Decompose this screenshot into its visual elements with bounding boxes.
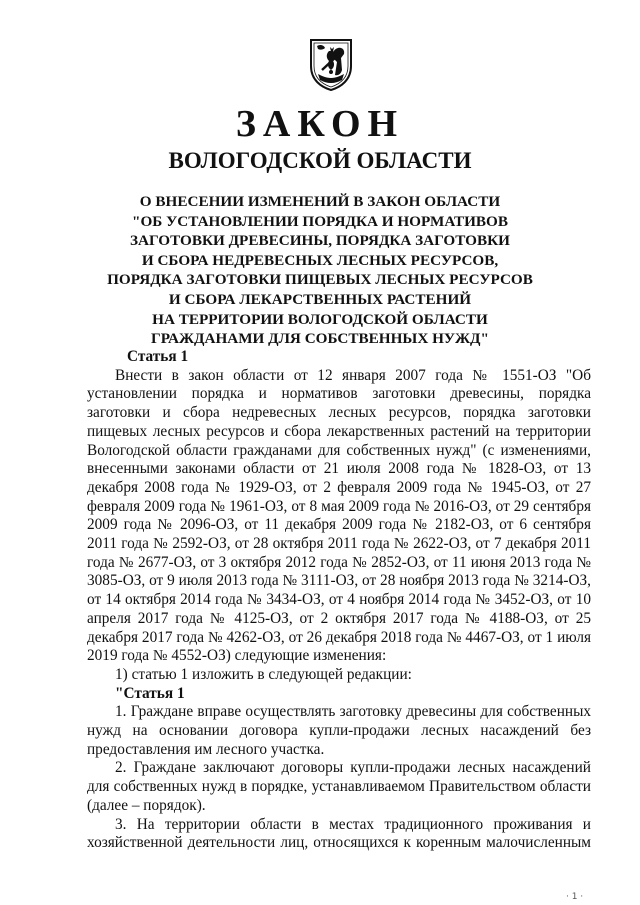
subtitle-line: ЗАГОТОВКИ ДРЕВЕСИНЫ, ПОРЯДКА ЗАГОТОВКИ [130,232,510,250]
vologda-coat-of-arms-icon [308,36,354,92]
paragraph-3: 3. На территории области в местах традиционного проживания и хозяйственной деятельности лиц, относящихся к коренным малочисленным [87,815,591,852]
law-subtitle [80,192,560,349]
subtitle-line: "ОБ УСТАНОВЛЕНИИ ПОРЯДКА И НОРМАТИВОВ [132,212,508,230]
law-title: ЗАКОН [235,103,405,145]
subtitle-line: ГРАЖДАНАМИ ДЛЯ СОБСТВЕННЫХ НУЖД" [151,330,489,348]
subtitle-line: И СБОРА НЕДРЕВЕСНЫХ ЛЕСНЫХ РЕСУРСОВ, [141,251,499,269]
law-body [87,348,591,853]
page-mark: · 1 · [566,892,584,902]
subtitle-line: О ВНЕСЕНИИ ИЗМЕНЕНИЙ В ЗАКОН ОБЛАСТИ [139,193,501,210]
subtitle-line: ПОРЯДКА ЗАГОТОВКИ ПИЩЕВЫХ ЛЕСНЫХ РЕСУРСОВ [107,271,533,289]
amendment-item: 1) статью 1 изложить в следующей редакции: [115,665,412,683]
article-intro-paragraph: Внести в закон области от 12 января 2007 года № 1551-ОЗ "Об установлении порядка и нормативов заготовки древесины, порядка заготовки и сбора недревесных лесных ресурсов, порядка заготовки пищевых лесных ресурсов и сбора лекарственных растений на территории Вологодской области гражданами для собственных нужд" (с изменениями, внесенными законами области от 21 июля 2008 года № 1828-ОЗ, от 13 декабря 2008 года № 1929-ОЗ, от 2 февраля 2009 года № 1945-ОЗ, от 27 февраля 2009 года № 1961-ОЗ, от 8 мая 2009 года № 2016-ОЗ, от 29 сентября 2009 года № 2096-ОЗ, от 11 декабря 2009 года № 2182-ОЗ, от 6 сентября 2011 года № 2592-ОЗ, от 28 октября 2011 года № 2622-ОЗ, от 7 декабря 2011 года № 2677-ОЗ, от 3 октября 2012 года № 2852-ОЗ, от 11 июня 2013 года № 3085-ОЗ, от 9 июля 2013 года № 3111-ОЗ, от 28 ноября 2013 года № 3214-ОЗ, от 14 октября 2014 года № 3434-ОЗ, от 4 ноября 2014 года № 3452-ОЗ, от 10 апреля 2017 года № 4125-ОЗ, от 2 октября 2017 года № 4188-ОЗ, от 25 декабря 2017 года № 4262-ОЗ, от 26 декабря 2018 года № 4467-ОЗ, от 1 июля 2019 года № 4552-ОЗ) следующие изменения: [87,366,591,665]
subtitle-line: НА ТЕРРИТОРИИ ВОЛОГОДСКОЙ ОБЛАСТИ [152,310,488,328]
article-heading: Статья 1 [127,348,189,365]
paragraph-1: 1. Граждане вправе осуществлять заготовку древесины для собственных нужд на основании договора купли-продажи лесных насаждений без предоставления им лесного участка. [87,703,591,758]
subtitle-line: И СБОРА ЛЕКАРСТВЕННЫХ РАСТЕНИЙ [168,290,472,308]
paragraph-2: 2. Граждане заключают договоры купли-продажи лесных насаждений для собственных нужд в порядке, устанавливаемом Правительством области (далее – порядок). [87,759,591,814]
new-article-heading: "Статья 1 [115,684,185,702]
region-title: ВОЛОГОДСКОЙ ОБЛАСТИ [168,148,472,173]
